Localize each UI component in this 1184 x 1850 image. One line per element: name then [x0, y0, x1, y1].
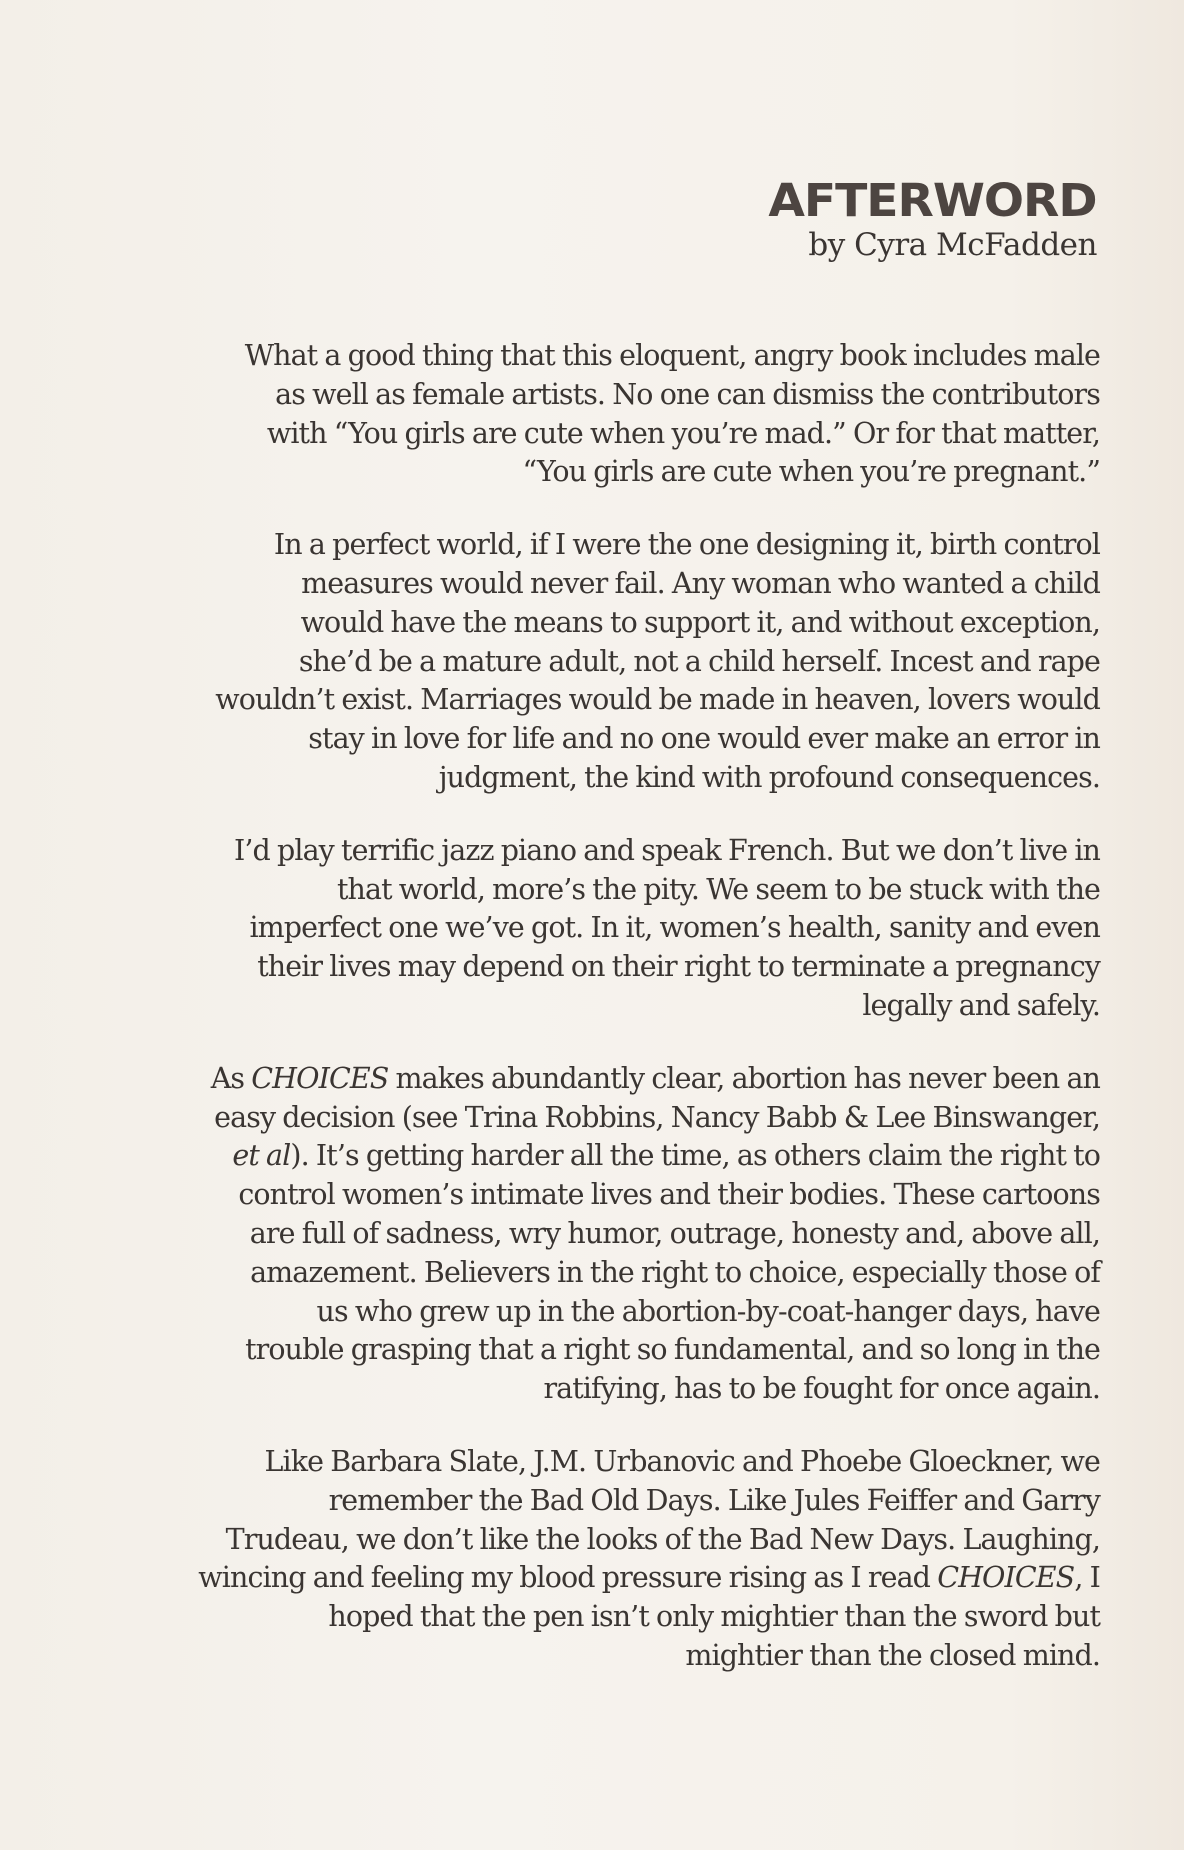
- text-line: What a good thing that this eloquent, angry book includes male: [244, 339, 1100, 372]
- text-line: Like Barbara Slate, J.M. Urbanovic and Phoebe Gloeckner, we: [264, 1444, 1100, 1478]
- text-line: as well as female artists. No one can dismiss the contributors: [275, 377, 1100, 411]
- text-line: with “You girls are cute when you’re mad.” Or for that matter,: [266, 416, 1100, 450]
- latin-italic: et al: [232, 1139, 291, 1173]
- afterword-body: [100, 337, 1100, 1710]
- chapter-title: AFTERWORD: [768, 174, 1097, 227]
- text-line: Trudeau, we don’t like the looks of the Bad New Days. Laughing,: [225, 1522, 1100, 1556]
- paragraph-3: [100, 832, 1100, 1026]
- text-line: legally and safely.: [862, 988, 1100, 1022]
- text-line: [100, 1559, 1100, 1598]
- text-run: As: [210, 1061, 252, 1095]
- text-line: I’d play terrific jazz piano and speak French. But we don’t live in: [234, 833, 1100, 867]
- text-line: remember the Bad Old Days. Like Jules Feiffer and Garry: [328, 1483, 1100, 1517]
- text-line: [100, 1137, 1100, 1176]
- text-line: measures would never fail. Any woman who wanted a child: [301, 566, 1100, 600]
- text-line: control women’s intimate lives and their bodies. These cartoons: [238, 1178, 1100, 1212]
- text-line: are full of sadness, wry humor, outrage, honesty and, above all,: [249, 1216, 1100, 1250]
- text-line: us who grew up in the abortion-by-coat-hanger days, have: [316, 1294, 1100, 1328]
- paragraph-4: [100, 1060, 1100, 1409]
- text-line: “You girls are cute when you’re pregnant.”: [522, 455, 1100, 489]
- text-line: trouble grasping that a right so fundamental, and so long in the: [245, 1333, 1100, 1367]
- paragraph-2: [100, 526, 1100, 798]
- book-title-italic: CHOICES: [937, 1561, 1075, 1595]
- text-line: easy decision (see Trina Robbins, Nancy Babb & Lee Binswanger,: [214, 1100, 1100, 1134]
- text-line: ratifying, has to be fought for once again.: [543, 1372, 1100, 1406]
- chapter-heading: [768, 174, 1097, 264]
- book-title-italic: CHOICES: [251, 1061, 389, 1095]
- text-line: wouldn’t exist. Marriages would be made in heaven, lovers would: [215, 683, 1100, 717]
- text-line: stay in love for life and no one would ever make an error in: [308, 722, 1100, 756]
- paragraph-5: [100, 1443, 1100, 1676]
- text-line: [100, 1060, 1100, 1099]
- text-run: ). It’s getting harder all the time, as others claim the right to: [290, 1139, 1100, 1173]
- text-line: hoped that the pen isn’t only mightier than the sword but: [328, 1600, 1100, 1634]
- text-line: In a perfect world, if I were the one designing it, birth control: [273, 528, 1100, 562]
- text-run: , I: [1074, 1561, 1100, 1595]
- text-line: that world, more’s the pity. We seem to be stuck with the: [336, 872, 1100, 906]
- text-line: amazement. Believers in the right to choice, especially those of: [250, 1255, 1100, 1289]
- text-run: makes abundantly clear, abortion has never been an: [388, 1061, 1100, 1095]
- text-line: she’d be a mature adult, not a child herself. Incest and rape: [298, 644, 1100, 678]
- paragraph-1: [100, 337, 1100, 492]
- author-byline: by Cyra McFadden: [808, 227, 1097, 263]
- text-line: their lives may depend on their right to terminate a pregnancy: [257, 950, 1100, 984]
- text-line: mightier than the closed mind.: [685, 1638, 1100, 1672]
- text-line: imperfect one we’ve got. In it, women’s health, sanity and even: [249, 911, 1100, 945]
- text-run: wincing and feeling my blood pressure rising as I read: [198, 1561, 938, 1595]
- text-line: would have the means to support it, and without exception,: [300, 605, 1100, 639]
- text-line: judgment, the kind with profound consequences.: [438, 760, 1100, 794]
